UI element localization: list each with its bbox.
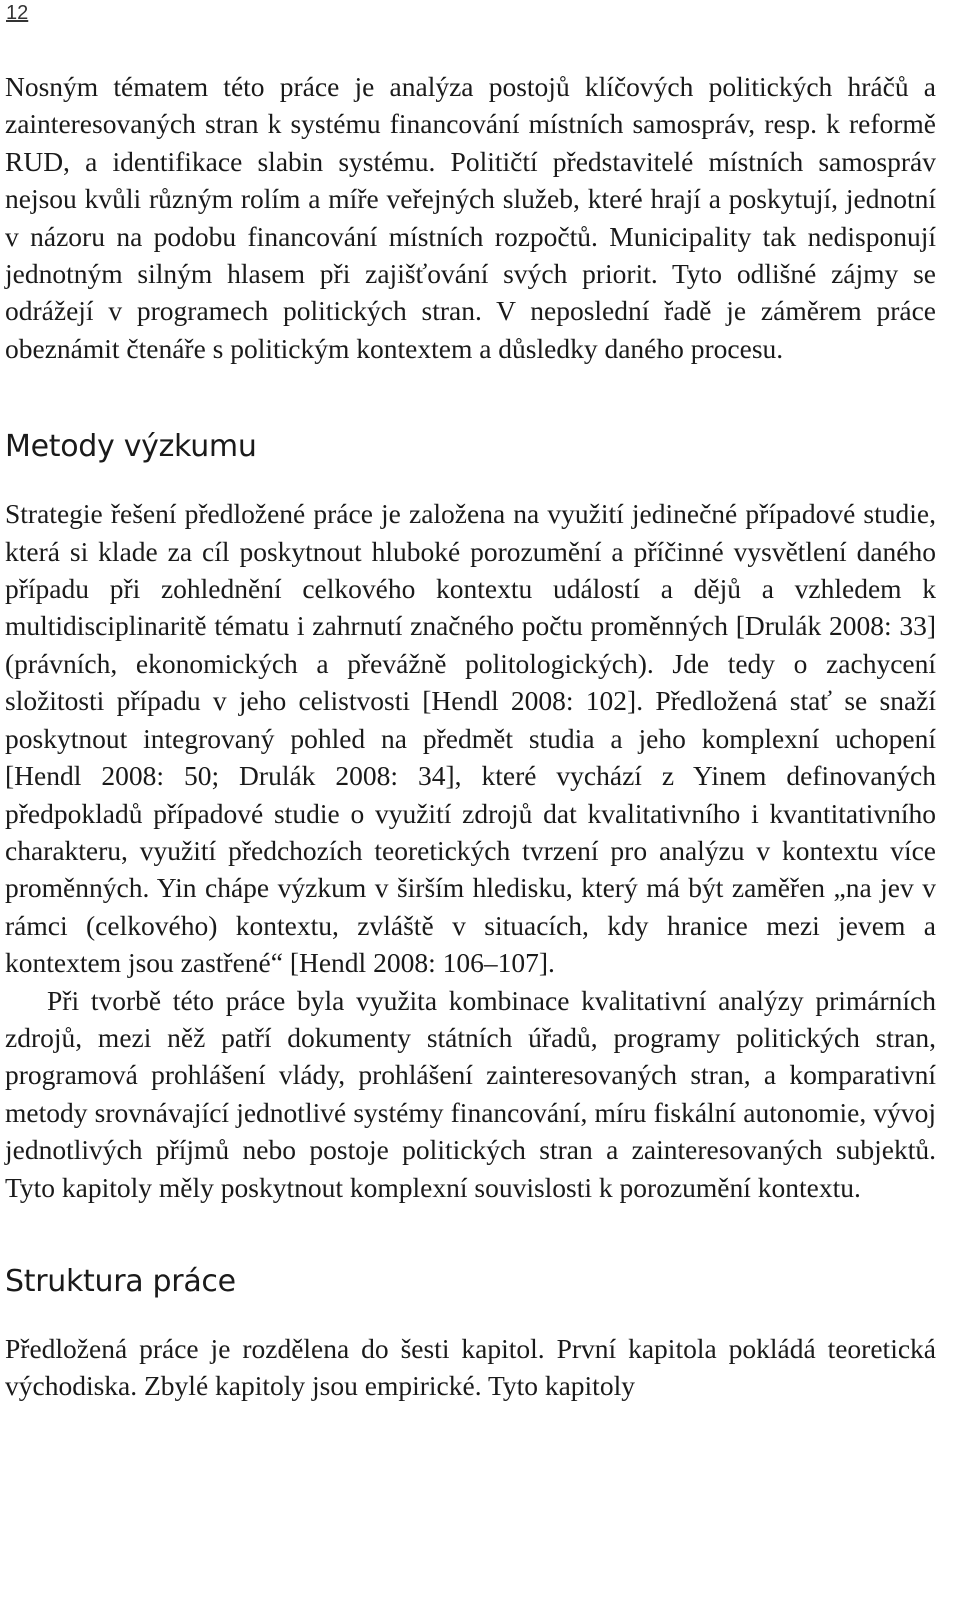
metody-paragraph-2: Při tvorbě této práce byla využita kombinace kvalitativní analýzy primárních zdrojů, mezi něž patří dokumenty státních úřadů, programy politických stran, programová prohlášení vlády, prohlášení zainteresovaných stran, a komparativní metody srovnávající jednotlivé systémy financování, míru fiskální autonomie, vývoj jednotlivých příjmů nebo postoje politických stran a zainteresovaných subjektů. Tyto kapitoly měly poskytnout komplexní souvislosti k porozumění kontextu. [5, 984, 936, 1203]
section-heading-struktura-prace: Struktura práce [5, 1263, 236, 1299]
page-number: 12 [6, 2, 29, 24]
intro-paragraph: Nosným tématem této práce je analýza postojů klíčových politických hráčů a zainteresovaných stran k systému financování místních samospráv, resp. k reformě RUD, a identifikace slabin systému. Političtí představitelé místních samospráv nejsou kvůli různým rolím a míře veřejných služeb, které hrají a poskytují, jednotní v názoru na podobu financování místních rozpočtů. Municipality tak nedisponují jednotným silným hlasem při zajišťování svých priorit. Tyto odlišné zájmy se odrážejí v programech politických stran. V neposlední řadě je záměrem práce obeznámit čtenáře s politickým kontextem a důsledky daného procesu. [5, 71, 936, 364]
struktura-paragraph-1: Předložená práce je rozdělena do šesti kapitol. První kapitola pokládá teoretická východiska. Zbylé kapitoly jsou empirické. Tyto kapitoly [5, 1332, 936, 1402]
section-heading-metody-vyzkumu: Metody výzkumu [5, 429, 257, 465]
metody-paragraph-1: Strategie řešení předložené práce je založena na využití jedinečné případové studie, která si klade za cíl poskytnout hluboké porozumění a příčinné vysvětlení daného případu při zohlednění celkového kontextu událostí a dějů a vzhledem k multidisciplinaritě tématu i zahrnutí značného počtu proměnných [Drulák 2008: 33] (právních, ekonomických a převážně politologických). Jde tedy o zachycení složitosti případu v jeho celistvosti [Hendl 2008: 102]. Předložená stať se snaží poskytnout integrovaný pohled na předmět studia a jeho komplexní uchopení [Hendl 2008: 50; Drulák 2008: 34], které vychází z Yinem definovaných předpokladů případové studie o využití zdrojů dat kvalitativního i kvantitativního charakteru, využití předchozích teoretických tvrzení pro analýzu v kontextu více proměnných. Yin chápe výzkum v širším hledisku, který má být zaměřen „na jev v rámci (celkového) kontextu, zvláště v situacích, kdy hranice mezi jevem a kontextem jsou zastřené“ [Hendl 2008: 106–107]. [5, 498, 936, 979]
document-body [5, 68, 936, 1405]
